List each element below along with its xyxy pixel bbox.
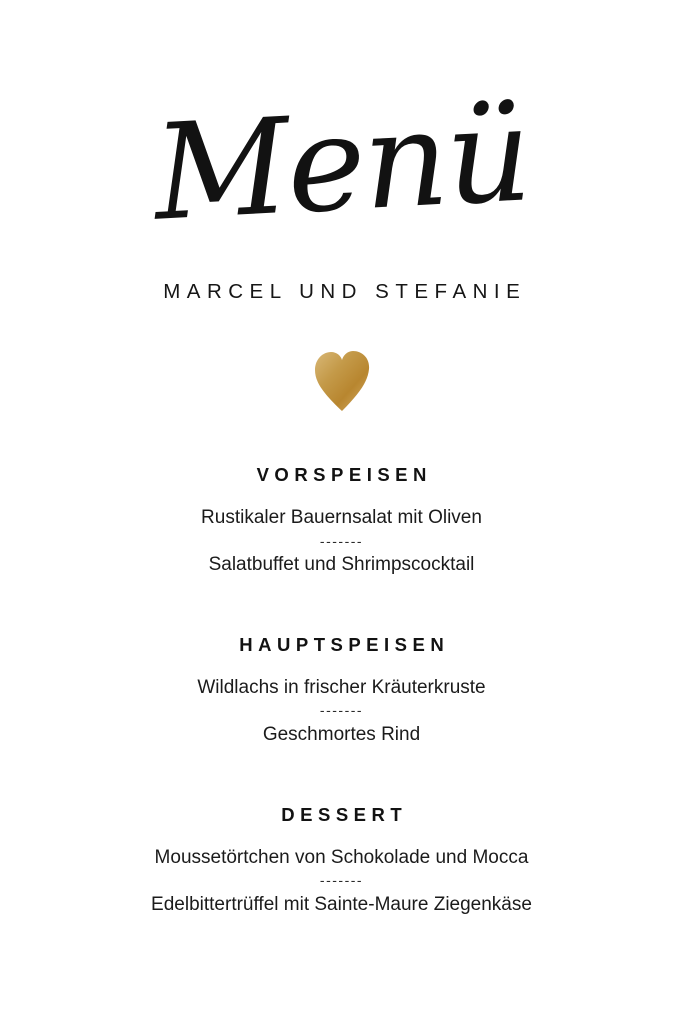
- dish-item: Geschmortes Rind: [262, 724, 421, 746]
- couple-names: MARCEL UND STEFANIE: [163, 280, 527, 303]
- course-heading: VORSPEISEN: [256, 464, 432, 485]
- course-heading: HAUPTSPEISEN: [239, 633, 450, 655]
- dish-separator: -------: [319, 872, 364, 889]
- dish-item: Moussetörtchen von Schokolade und Mocca: [154, 846, 529, 868]
- page-title: Menü: [150, 77, 533, 251]
- dish-item: Rustikaler Bauernsalat mit Oliven: [201, 507, 482, 528]
- dish-item: Salatbuffet und Shrimpscocktail: [208, 554, 475, 576]
- course-section: [0, 634, 683, 749]
- course-section: [0, 804, 683, 919]
- course-list: [0, 464, 683, 919]
- heart-icon: [313, 350, 371, 412]
- dish-separator: -------: [319, 532, 364, 549]
- course-heading: DESSERT: [281, 803, 408, 825]
- course-section: [0, 464, 683, 579]
- dish-separator: -------: [319, 702, 364, 719]
- heart-ornament: [313, 346, 371, 416]
- dish-item: Edelbittertrüffel mit Sainte-Maure Ziegenkäse: [151, 894, 532, 916]
- dish-item: Wildlachs in frischer Kräuterkruste: [197, 676, 486, 698]
